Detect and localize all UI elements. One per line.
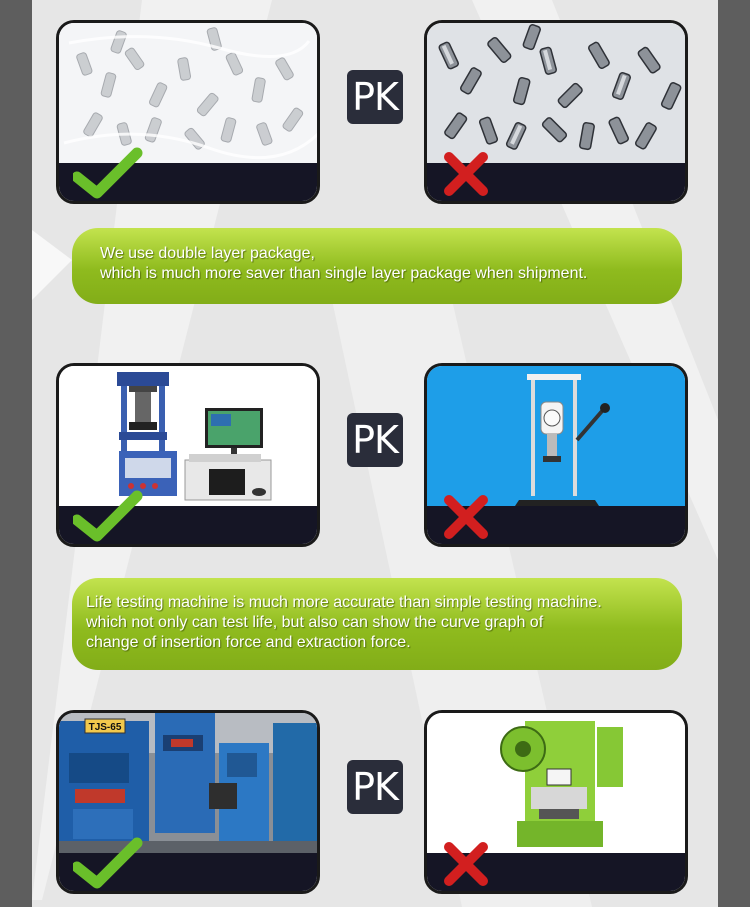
note-line: We use double layer package, xyxy=(100,245,315,262)
life-testing-machine-photo xyxy=(59,366,317,509)
content-panel xyxy=(32,0,718,907)
note-line: which is much more saver than single layer package when shipment. xyxy=(100,265,588,282)
check-icon xyxy=(73,147,143,199)
bad-testing-card xyxy=(424,363,688,547)
cross-icon xyxy=(441,839,491,889)
machine-sign: TJS-65 xyxy=(88,722,122,733)
comparison-note-1 xyxy=(72,228,682,304)
punching-machines-workshop-photo xyxy=(59,713,317,856)
good-press-card xyxy=(56,710,320,894)
good-package-card xyxy=(56,20,320,204)
green-press-photo xyxy=(427,713,685,856)
cross-icon xyxy=(441,492,491,542)
cross-icon xyxy=(441,149,491,199)
pk-badge: PK xyxy=(347,70,403,124)
bad-package-card xyxy=(424,20,688,204)
comparison-note-2 xyxy=(72,578,682,670)
double-layer-package-photo xyxy=(59,23,317,166)
simple-testing-stand-photo xyxy=(427,366,685,509)
pk-badge: PK xyxy=(347,760,403,814)
check-icon xyxy=(73,490,143,542)
single-layer-package-photo xyxy=(427,23,685,166)
pk-badge: PK xyxy=(347,413,403,467)
note-line: which not only can test life, but also can show the curve graph of xyxy=(86,614,544,631)
note-line: Life testing machine is much more accurate than simple testing machine. xyxy=(86,594,602,611)
check-icon xyxy=(73,837,143,889)
good-testing-card xyxy=(56,363,320,547)
note-line: change of insertion force and extraction force. xyxy=(86,634,411,651)
bad-press-card xyxy=(424,710,688,894)
